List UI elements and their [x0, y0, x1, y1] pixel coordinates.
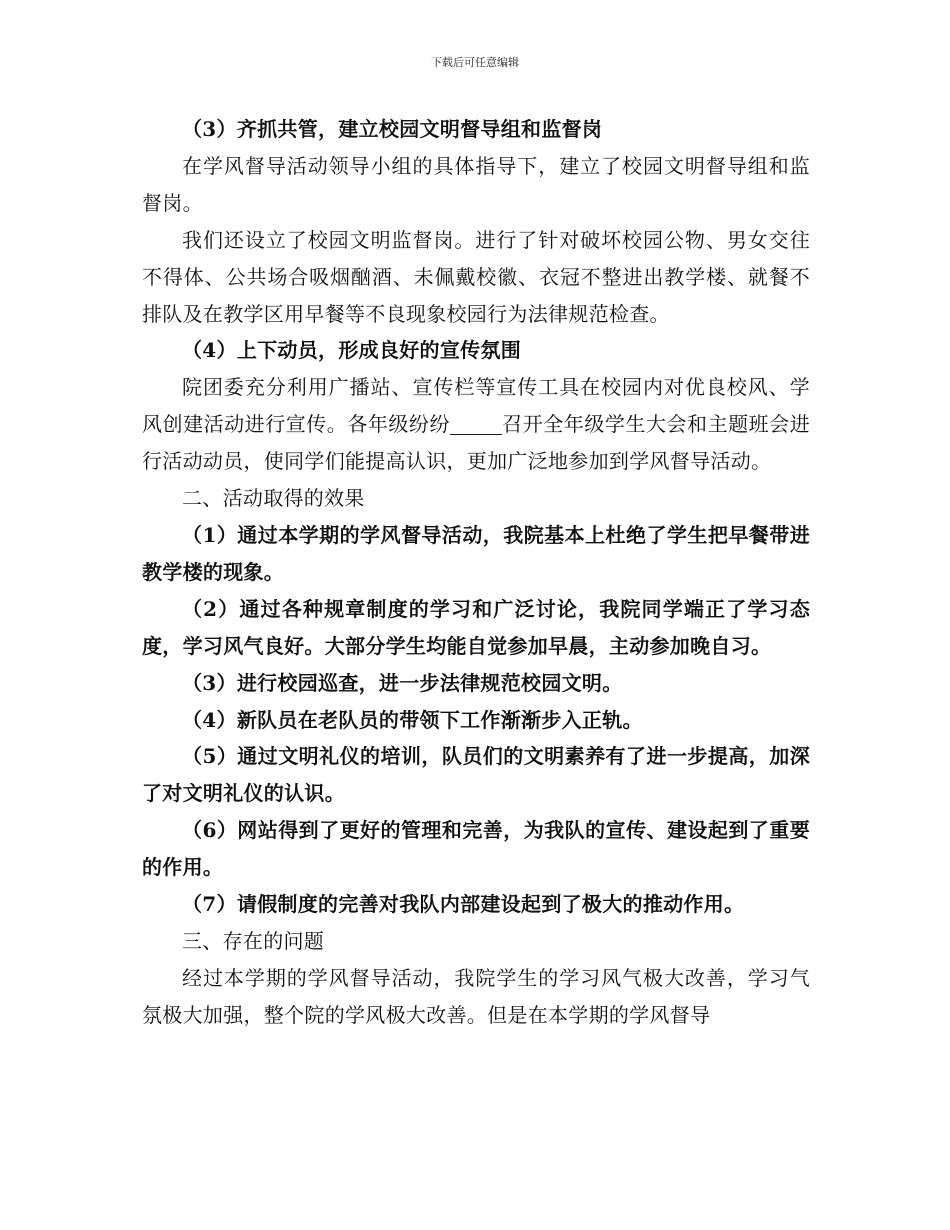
subheading-4: （4）上下动员，形成良好的宣传氛围 — [182, 338, 522, 363]
paragraph — [142, 369, 810, 480]
page-header: 下载后可任意编辑 — [431, 56, 519, 69]
result-item-4: （4）新队员在老队员的带领下工作渐渐步入正轨。 — [182, 707, 643, 732]
result-item-5: （5）通过文明礼仪的培训，队员们的文明素养有了进一步提高，加深了对文明礼仪的认识。 — [142, 744, 810, 806]
paragraph: 我们还设立了校园文明监督岗。进行了针对破坏校园公物、男女交往不得体、公共场合吸烟酗酒、未佩戴校徽、衣冠不整进出教学楼、就餐不排队及在教学区用早餐等不良现象校园行为法律规范检查。 — [142, 227, 810, 326]
section-heading-2: 二、活动取得的效果 — [182, 486, 365, 511]
section-heading-3: 三、存在的问题 — [182, 928, 325, 953]
paragraph-text: 院团委充分利用广播站、宣传栏等宣传工具在校园内对优良校风、学风创建活动进行宣传。各年级纷纷 — [142, 375, 810, 437]
result-item-3: （3）进行校园巡查，进一步法律规范校园文明。 — [182, 670, 623, 695]
paragraph-text: 召开全年级学生大会和主题班会进行活动动员，使同学们能提高认识，更加广泛地参加到学风督导活动。 — [142, 412, 810, 474]
result-item-2: （2）通过各种规章制度的学习和广泛讨论，我院同学端正了学习态度，学习风气良好。大部分学生均能自觉参加早晨，主动参加晚自习。 — [142, 596, 810, 658]
result-item-6: （6）网站得到了更好的管理和完善，为我队的宣传、建设起到了重要的作用。 — [142, 818, 810, 880]
document-body — [142, 111, 810, 1034]
paragraph: 经过本学期的学风督导活动，我院学生的学习风气极大改善，学习气氛极大加强，整个院的学风极大改善。但是在本学期的学风督导 — [142, 965, 810, 1027]
paragraph: 在学风督导活动领导小组的具体指导下，建立了校园文明督导组和监督岗。 — [142, 153, 810, 215]
result-item-1: （1）通过本学期的学风督导活动，我院基本上杜绝了学生把早餐带进教学楼的现象。 — [142, 522, 810, 584]
subheading-3: （3）齐抓共管，建立校园文明督导组和监督岗 — [182, 117, 603, 141]
result-item-7: （7）请假制度的完善对我队内部建设起到了极大的推动作用。 — [182, 892, 745, 917]
blank-underline — [450, 414, 502, 435]
